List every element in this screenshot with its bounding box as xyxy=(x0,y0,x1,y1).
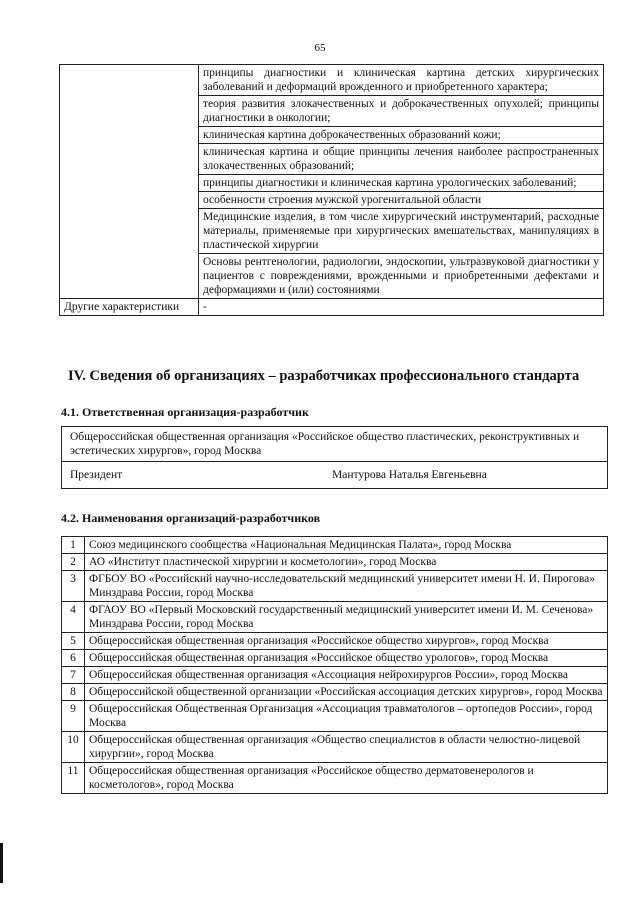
developers-table xyxy=(61,536,608,794)
knowledge-row-text: принципы диагностики и клиническая картина детских хирургических заболеваний и деформаций врожденного и приобретенного характера; xyxy=(199,65,604,96)
responsible-org-heading: 4.1. Ответственная организация-разработчик xyxy=(61,405,309,419)
knowledge-row-label xyxy=(60,175,199,192)
developer-row xyxy=(62,650,608,667)
knowledge-row-text: Медицинские изделия, в том числе хирургический инструментарий, расходные материалы, применяемые при хирургических вмешательствах, манипуляциях в пластической хирургии xyxy=(199,209,604,254)
developer-number: 1 xyxy=(62,537,85,554)
section-title: IV. Сведения об организациях – разработчиках профессионального стандарта xyxy=(68,368,580,384)
knowledge-row-label xyxy=(60,254,199,299)
knowledge-row xyxy=(60,209,604,254)
developer-row xyxy=(62,602,608,633)
developer-number: 10 xyxy=(62,732,85,763)
developer-number: 2 xyxy=(62,554,85,571)
knowledge-row-label xyxy=(60,209,199,254)
knowledge-row-text: клиническая картина доброкачественных образований кожи; xyxy=(199,127,604,144)
page-number: 65 xyxy=(314,42,326,54)
responsible-signatory xyxy=(62,462,608,489)
knowledge-row xyxy=(60,65,604,96)
knowledge-row-text: особенности строения мужской урогенитальной области xyxy=(199,192,604,209)
responsible-org-name: Общероссийская общественная организация «Российское общество пластических, реконструктивных и эстетических хирургов», город Москва xyxy=(62,427,608,462)
scan-edge-mark xyxy=(0,843,3,883)
knowledge-row-text: Основы рентгенологии, радиологии, эндоскопии, ультразвуковой диагностики у пациентов с повреждениями, врожденными и приобретенными дефектами и деформациями и (или) состояниями xyxy=(199,254,604,299)
knowledge-row xyxy=(60,144,604,175)
knowledge-row-label xyxy=(60,65,199,96)
developer-name: Общероссийская общественная организация «Общество специалистов в области челюстно-лицевой хирургии», город Москва xyxy=(85,732,608,763)
knowledge-row-label xyxy=(60,144,199,175)
other-characteristics-label: Другие характеристики xyxy=(60,299,199,316)
developer-name: Общероссийской общественной организации «Российская ассоциация детских хирургов», город Москва xyxy=(85,684,608,701)
developer-number: 6 xyxy=(62,650,85,667)
developer-name: Общероссийская общественная организация «Ассоциация нейрохирургов России», город Москва xyxy=(85,667,608,684)
developer-number: 9 xyxy=(62,701,85,732)
developer-name: АО «Институт пластической хирургии и косметологии», город Москва xyxy=(85,554,608,571)
developer-number: 5 xyxy=(62,633,85,650)
developer-number: 8 xyxy=(62,684,85,701)
signatory-role: Президент xyxy=(70,469,123,481)
knowledge-row-text: теория развития злокачественных и доброкачественных опухолей; принципы диагностики в онкологии; xyxy=(199,96,604,127)
knowledge-row-text: клиническая картина и общие принципы лечения наиболее распространенных злокачественных образований; xyxy=(199,144,604,175)
other-characteristics-row xyxy=(60,299,604,316)
developer-name: Общероссийская общественная организация «Российское общество хирургов», город Москва xyxy=(85,633,608,650)
knowledge-row xyxy=(60,127,604,144)
developer-number: 3 xyxy=(62,571,85,602)
knowledge-row-label xyxy=(60,127,199,144)
responsible-org-table xyxy=(61,426,608,489)
developer-row xyxy=(62,732,608,763)
developer-name: Общероссийская общественная организация «Российское общество урологов», город Москва xyxy=(85,650,608,667)
developer-name: Общероссийская общественная организация «Российское общество дерматовенерологов и косметологов», город Москва xyxy=(85,763,608,794)
developer-row xyxy=(62,537,608,554)
knowledge-row-label xyxy=(60,96,199,127)
developer-row xyxy=(62,763,608,794)
knowledge-row-label xyxy=(60,192,199,209)
developer-row xyxy=(62,554,608,571)
developer-row xyxy=(62,633,608,650)
other-characteristics-value: - xyxy=(199,299,604,316)
knowledge-row xyxy=(60,192,604,209)
developer-row xyxy=(62,701,608,732)
developer-number: 4 xyxy=(62,602,85,633)
developer-row xyxy=(62,684,608,701)
knowledge-row xyxy=(60,254,604,299)
developer-number: 7 xyxy=(62,667,85,684)
developer-name: Общероссийская Общественная Организация «Ассоциация травматологов – ортопедов России», город Москва xyxy=(85,701,608,732)
developers-heading: 4.2. Наименования организаций-разработчиков xyxy=(61,511,321,525)
developer-row xyxy=(62,667,608,684)
developer-row xyxy=(62,571,608,602)
signatory-name: Мантурова Наталья Евгеньевна xyxy=(332,469,487,481)
knowledge-table xyxy=(59,64,604,316)
developer-number: 11 xyxy=(62,763,85,794)
developer-name: Союз медицинского сообщества «Национальная Медицинская Палата», город Москва xyxy=(85,537,608,554)
knowledge-row-text: принципы диагностики и клиническая картина урологических заболеваний; xyxy=(199,175,604,192)
knowledge-row xyxy=(60,175,604,192)
knowledge-row xyxy=(60,96,604,127)
developer-name: ФГБОУ ВО «Российский научно-исследовательский медицинский университет имени Н. И. Пирогова» Минздрава России, город Москва xyxy=(85,571,608,602)
developer-name: ФГАОУ ВО «Первый Московский государственный медицинский университет имени И. М. Сеченова» Минздрава России, город Москва xyxy=(85,602,608,633)
